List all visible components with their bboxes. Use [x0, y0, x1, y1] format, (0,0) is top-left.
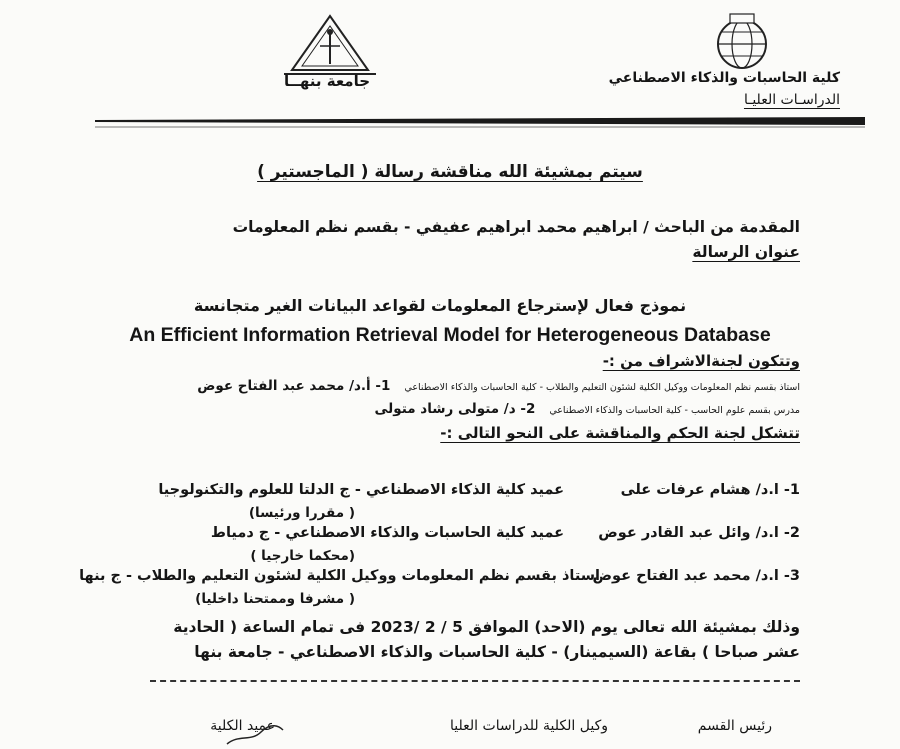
thesis-title-label: عنوان الرسالة	[692, 243, 800, 261]
supervisor-position: مدرس بقسم علوم الحاسب - كلية الحاسبات والذكاء الاصطناعي	[549, 405, 800, 416]
committee-member-name: 2- ا.د/ وائل عبد القادر عوض	[598, 525, 800, 541]
supervisor-row	[375, 401, 801, 417]
signature-vice-dean: وكيل الكلية للدراسات العليا	[450, 718, 608, 734]
committee-member-position: عميد كلية الذكاء الاصطناعي - ج الدلتا للعلوم والتكنولوجيا	[158, 482, 564, 498]
committee-member-position: عميد كلية الحاسبات والذكاء الاصطناعي - ج دمياط	[210, 525, 564, 541]
faculty-globe-seal-icon	[714, 12, 770, 72]
supervisor-name: 2- د/ متولى رشاد متولى	[374, 401, 536, 417]
supervisor-name: 1- أ.د/ محمد عبد الفتاح عوض	[197, 378, 391, 394]
defense-place-line: عشر صباحا ) بقاعة (السيمينار) - كلية الحاسبات والذكاء الاصطناعي - جامعة بنها	[194, 643, 800, 661]
committee-heading: تتشكل لجنة الحكم والمناقشة على النحو التالى :-	[440, 424, 800, 442]
committee-member-position: استاذ بقسم نظم المعلومات ووكيل الكلية لشئون التعليم والطلاب - ج بنها	[79, 568, 600, 584]
supervisor-position: استاذ بقسم نظم المعلومات ووكيل الكلية لشئون التعليم والطلاب - كلية الحاسبات والذكاء الاصطناعي	[404, 382, 800, 393]
committee-member-role: (محكما خارجيا )	[250, 548, 355, 564]
dashed-divider	[150, 680, 800, 682]
supervisor-row	[197, 378, 800, 394]
university-name: جامعة بنهــا	[283, 72, 371, 90]
presented-by: المقدمة من الباحث / ابراهيم محمد ابراهيم عفيفي - بقسم نظم المعلومات	[232, 218, 800, 236]
faculty-subtitle: الدراسـات العليـا	[743, 92, 840, 108]
signature-dean: عميد الكلية	[210, 718, 275, 734]
supervision-heading: وتتكون لجنةالاشراف من :-	[602, 352, 800, 370]
faculty-name: كلية الحاسبات والذكاء الاصطناعي	[608, 70, 840, 86]
defense-date-line: وذلك بمشيئة الله تعالى يوم (الاحد) الموافق 5 / 2 /2023 فى تمام الساعة ( الحادية	[173, 618, 800, 636]
signature-dept-head: رئيس القسم	[697, 718, 772, 734]
thesis-title-english: An Efficient Information Retrieval Model for Heterogeneous Database	[129, 324, 771, 346]
committee-member-role: ( مشرفا وممتحنا داخليا)	[195, 591, 355, 607]
committee-member-name: 1- ا.د/ هشام عرفات على	[620, 482, 800, 498]
handwritten-signature	[225, 722, 285, 749]
thesis-title-arabic: نموذج فعال لإسترجاع المعلومات لقواعد البيانات الغير متجانسة	[193, 296, 687, 315]
announcement-heading: سيتم بمشيئة الله مناقشة رسالة ( الماجستير )	[257, 162, 643, 182]
committee-member-name: 3- ا.د/ محمد عبد الفتاح عوض	[592, 568, 800, 584]
header-divider	[95, 115, 865, 131]
committee-member-role: ( مقررا ورئيسا)	[248, 505, 355, 521]
